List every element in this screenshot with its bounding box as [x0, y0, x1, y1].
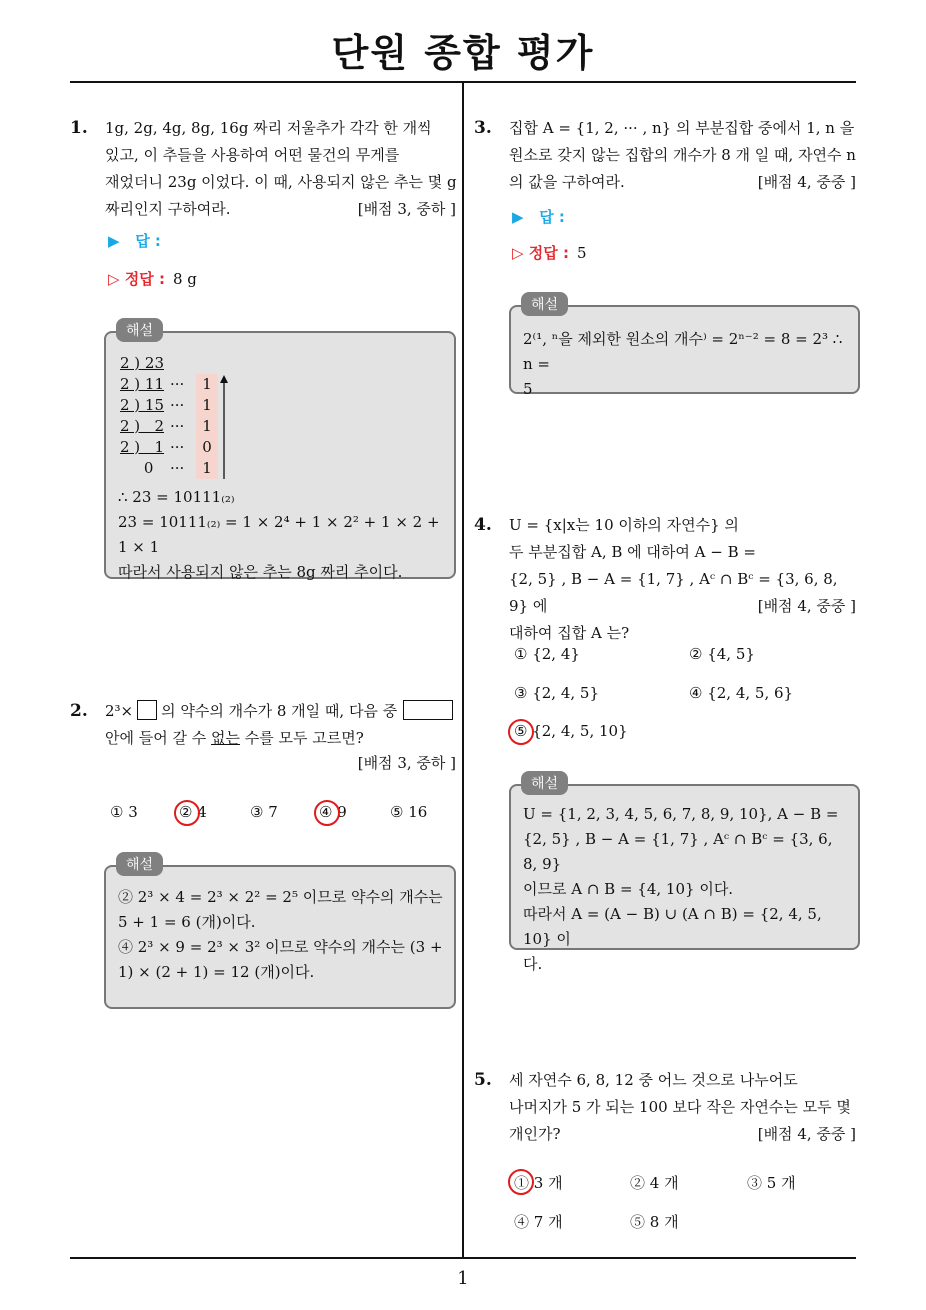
question-line: 대하여 집합 A 는? [509, 624, 630, 642]
division-step: 2 ) 23 [120, 354, 165, 372]
question-line: {2, 5} , B − A = {1, 7} , Aᶜ ∩ Bᶜ = {3, 6, 8, 9} 에 [509, 570, 838, 615]
play-triangle-icon: ▶ [108, 232, 120, 250]
page-title: 단원 종합 평가 [331, 31, 595, 75]
answer-row [108, 230, 161, 251]
solution-text [118, 485, 448, 585]
choice-1[interactable]: ① {2, 4} [514, 645, 580, 663]
blank-square [137, 700, 157, 720]
solution-box [104, 331, 456, 579]
blank-rectangle [403, 700, 453, 720]
question-line: 나머지가 5 가 되는 100 보다 작은 자연수는 모두 몇 [509, 1098, 851, 1116]
question-number: 3. [474, 118, 492, 138]
question-line: 의 약수의 개수가 8 개일 때, 다음 중 [161, 702, 398, 720]
correct-value: 5 [576, 244, 587, 262]
solution-tab: 해설 [521, 771, 568, 795]
choice-1[interactable]: ① 3 개 [514, 1174, 563, 1192]
solution-line: 1) × (2 + 1) = 12 (개)이다. [118, 963, 315, 981]
choice-3[interactable]: ③ {2, 4, 5} [514, 684, 600, 702]
division-remainder: 1 [196, 458, 218, 479]
division-step: 0 [120, 459, 154, 477]
solution-box [104, 865, 456, 1009]
selected-mark [174, 800, 200, 826]
question-line: 1g, 2g, 4g, 8g, 16g 짜리 저울추가 각각 한 개씩 [105, 119, 432, 137]
solution-line: 5 + 1 = 6 (개)이다. [118, 913, 256, 931]
choice-4[interactable]: ④ {2, 4, 5, 6} [689, 684, 794, 702]
question-number: 2. [70, 701, 88, 721]
correct-answer-row [512, 242, 587, 263]
correct-label: 정답 : [124, 270, 165, 288]
question-3 [474, 115, 856, 197]
solution-tab: 해설 [521, 292, 568, 316]
score-meta: [배점 4, 중중 ] [757, 173, 856, 191]
correct-answer-row [108, 268, 197, 289]
question-line: 재었더니 23g 이었다. 이 때, 사용되지 않은 추는 몇 g [105, 173, 457, 191]
solution-tab: 해설 [116, 318, 163, 342]
score-meta: [배점 3, 중하 ] [357, 200, 456, 218]
answer-row [512, 206, 565, 227]
selected-mark [508, 1169, 534, 1195]
question-number: 1. [70, 118, 88, 138]
bottom-rule [70, 1257, 856, 1259]
division-remainder: 1 [196, 374, 218, 395]
question-line: 개인가? [509, 1125, 561, 1143]
question-2 [70, 698, 456, 778]
division-remainder: 0 [196, 437, 218, 458]
question-line: 수를 모두 고르면? [240, 729, 364, 747]
solution-line: ∴ 23 = 10111₍₂₎ [118, 488, 235, 506]
division-dots: ··· [170, 375, 185, 393]
answer-label: 답 : [539, 208, 565, 226]
question-number: 4. [474, 515, 492, 535]
outline-triangle-icon: ▷ [108, 270, 120, 288]
choice-2[interactable]: ② 4 [179, 803, 207, 821]
division-step: 2 ) 11 [120, 375, 165, 393]
division-step: 2 ) 2 [120, 417, 165, 435]
answer-label: 답 : [135, 232, 161, 250]
question-line: 의 값을 구하여라. [509, 173, 625, 191]
question-line: 집합 A = {1, 2, ··· , n} 의 부분집합 중에서 1, n 을 [509, 119, 855, 137]
question-line: 두 부분집합 A, B 에 대하여 A − B = [509, 543, 756, 561]
division-remainder: 1 [196, 395, 218, 416]
question-text [509, 512, 859, 647]
outline-triangle-icon: ▷ [512, 244, 524, 262]
solution-box [509, 784, 860, 973]
division-dots: ··· [170, 459, 185, 477]
question-line: 2³× [105, 702, 134, 720]
question-line: 안에 들어 갈 수 [105, 729, 212, 747]
solution-line: 따라서 A = (A − B) ∪ (A ∩ B) = {2, 4, 5, 10} 이 [523, 905, 822, 948]
division-dots: ··· [170, 417, 185, 435]
selected-mark [508, 719, 534, 745]
choice-3[interactable]: ③ 7 [250, 803, 278, 821]
question-line: U = {x|x는 10 이하의 자연수} 의 [509, 516, 739, 534]
question-line: 원소로 갖지 않는 집합의 개수가 8 개 일 때, 자연수 n [509, 146, 856, 164]
up-arrow-icon [218, 375, 230, 481]
choice-2[interactable]: ② {4, 5} [689, 645, 755, 663]
solution-text [523, 327, 851, 402]
choice-5[interactable]: ⑤ 16 [390, 803, 428, 821]
division-dots: ··· [170, 438, 185, 456]
solution-line: 5 [523, 380, 533, 398]
question-line: 있고, 이 추들을 사용하여 어떤 물건의 무게를 [105, 146, 400, 164]
division-step: 2 ) 1 [120, 438, 165, 456]
solution-line: 23 = 10111₍₂₎ = 1 × 2⁴ + 1 × 2² + 1 × 2 + 1 × 1 [118, 513, 440, 556]
solution-line: 다. [523, 955, 543, 973]
column-divider [462, 82, 464, 1258]
question-text [105, 698, 460, 752]
choice-5[interactable]: ⑤ {2, 4, 5, 10} [514, 722, 628, 740]
choice-4[interactable]: ④ 7 개 [514, 1213, 563, 1231]
page-number: 1 [457, 1268, 469, 1289]
solution-line: ④ 2³ × 9 = 2³ × 3² 이므로 약수의 개수는 (3 + [118, 938, 443, 956]
question-4 [474, 512, 856, 642]
solution-line: ② 2³ × 4 = 2³ × 2² = 2⁵ 이므로 약수의 개수는 [118, 888, 443, 906]
choice-5[interactable]: ⑤ 8 개 [630, 1213, 679, 1231]
division-remainder: 1 [196, 416, 218, 437]
correct-value: 8 g [172, 270, 197, 288]
solution-line: U = {1, 2, 3, 4, 5, 6, 7, 8, 9, 10}, A − B = [523, 805, 839, 823]
choice-1[interactable]: ① 3 [110, 803, 138, 821]
question-5 [474, 1067, 856, 1149]
correct-label: 정답 : [528, 244, 569, 262]
solution-tab: 해설 [116, 852, 163, 876]
solution-text [118, 885, 448, 985]
question-1 [70, 115, 456, 225]
question-line: 짜리인지 구하여라. [105, 200, 231, 218]
solution-line: {2, 5} , B − A = {1, 7} , Aᶜ ∩ Bᶜ = {3, 6, 8, 9} [523, 830, 833, 873]
division-dots: ··· [170, 396, 185, 414]
choice-4[interactable]: ④ 9 [319, 803, 347, 821]
score-meta: [배점 4, 중중 ] [757, 597, 856, 615]
division-step: 2 ) 15 [120, 396, 165, 414]
solution-box [509, 305, 860, 398]
choice-2[interactable]: ② 4 개 [630, 1174, 679, 1192]
choice-3[interactable]: ③ 5 개 [747, 1174, 796, 1192]
question-number: 5. [474, 1070, 492, 1090]
score-meta: [배점 3, 중하 ] [357, 754, 456, 772]
solution-line: 2⁽¹, ⁿ을 제외한 원소의 개수⁾ = 2ⁿ⁻² = 8 = 2³ ∴ n = [523, 330, 843, 373]
solution-line: 따라서 사용되지 않은 추는 8g 짜리 추이다. [118, 563, 403, 581]
question-line: 세 자연수 6, 8, 12 중 어느 것으로 나누어도 [509, 1071, 798, 1089]
solution-text [523, 802, 851, 977]
score-meta: [배점 4, 중중 ] [757, 1125, 856, 1143]
selected-mark [314, 800, 340, 826]
solution-line: 이므로 A ∩ B = {4, 10} 이다. [523, 880, 734, 898]
underlined-word: 없는 [211, 729, 240, 747]
play-triangle-icon: ▶ [512, 208, 524, 226]
